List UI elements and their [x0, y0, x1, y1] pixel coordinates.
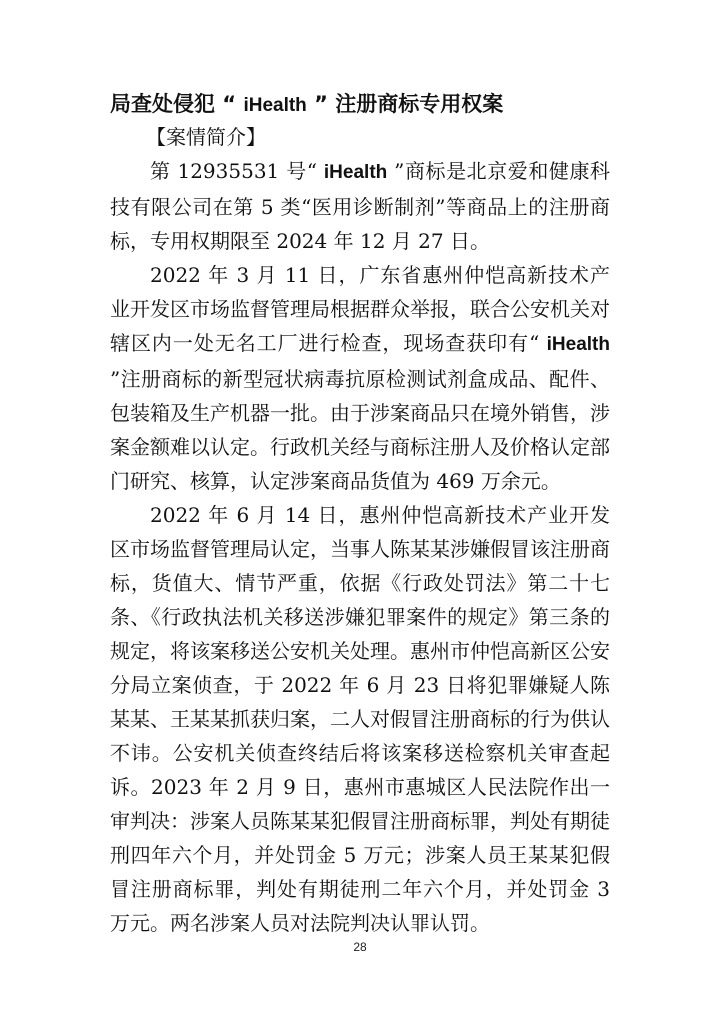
paragraph-judgment: 2022 年 6 月 14 日，惠州仲恺高新技术产业开发区市场监督管理局认定，当事人陈某某涉嫌假冒该注册商标，货值大、情节严重，依据《行政处罚法》第二十七条、《行政执法机关移送涉嫌犯罪案件的规定》第三条的规定，将该案移送公安机关处理。惠州市仲恺高新区公安分局立案侦查，于 2022 年 6 月 23 日将犯罪嫌疑人陈某某、王某某抓获归案，二人对假冒注册商标的行为供认不讳。公安机关侦查终结后将该案移送检察机关审查起诉。2023 年 2 月 9 日，惠州市惠城区人民法院作出一审判决：涉案人员陈某某犯假冒注册商标罪，判处有期徒刑四年六个月，并处罚金 5 万元；涉案人员王某某犯假冒注册商标罪，判处有期徒刑二年六个月，并处罚金 3 万元。两名涉案人员对法院判决认罪认罚。 [110, 503, 610, 935]
brand-name-paragraph-1: iHealth [323, 162, 388, 183]
page-number: 28 [353, 940, 367, 954]
brand-name-title: iHealth [243, 95, 307, 116]
paragraph-2-after: ”注册商标的新型冠状病毒抗原检测试剂盒成品、配件、包装箱及生产机器一批。由于涉案商品只在境外销售，涉案金额难以认定。行政机关经与商标注册人及价格认定部门研究、核算，认定涉案商品货值为 469 万余元。 [110, 367, 610, 493]
paragraph-inspection [110, 258, 610, 498]
brand-name-paragraph-2: iHealth [546, 334, 610, 355]
case-title-prefix: 局查处侵犯 “ [110, 92, 244, 116]
section-label: 【案情简介】 [146, 125, 266, 149]
case-title [110, 88, 630, 122]
paragraph-1-before: 第 12935531 号“ [150, 159, 324, 183]
case-body [110, 120, 610, 940]
paragraph-trademark-info [110, 154, 610, 258]
case-title-suffix: ” 注册商标专用权案 [306, 92, 504, 116]
paragraph-1-after: ”商标是北京爱和健康科技有限公司在第 5 类“医用诊断制剂”等商品上的注册商标，专用权期限至 2024 年 12 月 27 日。 [110, 159, 611, 253]
paragraph-2-before: 2022 年 3 月 11 日，广东省惠州仲恺高新技术产业开发区市场监督管理局根据群众举报，联合公安机关对辖区内一处无名工厂进行检查，现场查获印有“ [110, 263, 610, 355]
